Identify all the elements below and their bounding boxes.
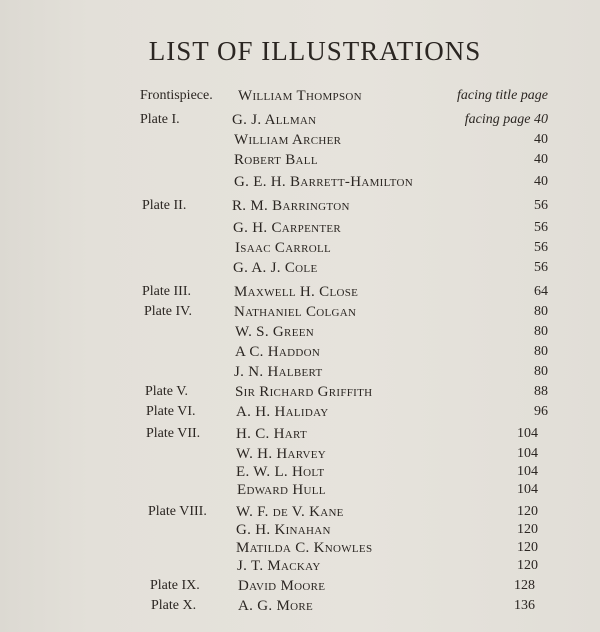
page-reference: 120 xyxy=(517,558,538,573)
list-item xyxy=(0,152,600,172)
page-reference: 120 xyxy=(517,504,538,519)
plate-label: Plate VII. xyxy=(146,426,201,441)
list-item xyxy=(0,364,600,384)
page-title: LIST OF ILLUSTRATIONS xyxy=(148,36,482,66)
person-name: J. T. Mackay xyxy=(237,558,321,574)
person-name: E. W. L. Holt xyxy=(236,464,325,480)
page-reference: 56 xyxy=(534,220,548,235)
plate-label: Frontispiece. xyxy=(140,88,213,103)
person-name: Sir Richard Griffith xyxy=(235,384,373,400)
page-reference: facing page 40 xyxy=(464,112,548,127)
person-name: H. C. Hart xyxy=(236,426,308,442)
person-name: G. H. Kinahan xyxy=(236,522,331,538)
list-item xyxy=(0,240,600,260)
person-name: William Thompson xyxy=(238,88,362,104)
page-reference: 40 xyxy=(534,174,548,189)
page-reference: 56 xyxy=(534,240,548,255)
plate-label: Plate IV. xyxy=(144,304,192,319)
person-name: W. H. Harvey xyxy=(236,446,327,462)
list-item xyxy=(0,522,600,542)
person-name: William Archer xyxy=(234,132,342,148)
page-reference: 104 xyxy=(517,426,538,441)
person-name: W. F. de V. Kane xyxy=(236,504,344,520)
page-reference: 40 xyxy=(534,152,548,167)
page-reference: 80 xyxy=(534,304,548,319)
page-reference: 56 xyxy=(534,260,548,275)
person-name: David Moore xyxy=(238,578,326,594)
plate-label: Plate II. xyxy=(142,198,187,213)
list-item xyxy=(0,426,600,446)
plate-label: Plate IX. xyxy=(150,578,200,593)
person-name: R. M. Barrington xyxy=(232,198,350,214)
list-item xyxy=(0,284,600,304)
plate-label: Plate III. xyxy=(142,284,191,299)
person-name: Maxwell H. Close xyxy=(234,284,359,300)
page-reference: 128 xyxy=(514,578,535,593)
page-reference: 120 xyxy=(517,522,538,537)
person-name: A. G. More xyxy=(238,598,314,614)
person-name: A C. Haddon xyxy=(235,344,321,360)
list-item xyxy=(0,112,600,132)
list-item xyxy=(0,446,600,466)
person-name: G. E. H. Barrett-Hamilton xyxy=(234,174,413,190)
page-reference: 136 xyxy=(514,598,535,613)
plate-label: Plate VIII. xyxy=(148,504,207,519)
plate-label: Plate VI. xyxy=(146,404,196,419)
person-name: G. A. J. Cole xyxy=(233,260,318,276)
list-item xyxy=(0,198,600,218)
page-reference: 64 xyxy=(534,284,548,299)
list-item xyxy=(0,174,600,194)
list-item xyxy=(0,504,600,524)
list-item xyxy=(0,482,600,502)
list-item xyxy=(0,558,600,578)
list-item xyxy=(0,304,600,324)
person-name: Isaac Carroll xyxy=(235,240,331,256)
person-name: A. H. Haliday xyxy=(236,404,329,420)
person-name: W. S. Green xyxy=(235,324,314,340)
list-item xyxy=(0,324,600,344)
list-item xyxy=(0,404,600,424)
page-reference: 88 xyxy=(534,384,548,399)
person-name: G. H. Carpenter xyxy=(233,220,342,236)
list-item xyxy=(0,88,600,108)
person-name: Robert Ball xyxy=(234,152,318,168)
page-reference: 80 xyxy=(534,324,548,339)
page-reference: 120 xyxy=(517,540,538,555)
page-reference: 56 xyxy=(534,198,548,213)
person-name: J. N. Halbert xyxy=(234,364,323,380)
page-reference: facing title page xyxy=(457,88,548,103)
list-item xyxy=(0,260,600,280)
page-reference: 104 xyxy=(517,482,538,497)
page-reference: 104 xyxy=(517,464,538,479)
person-name: Matilda C. Knowles xyxy=(236,540,373,556)
person-name: G. J. Allman xyxy=(232,112,317,128)
plate-label: Plate I. xyxy=(140,112,180,127)
list-item xyxy=(0,384,600,404)
plate-label: Plate X. xyxy=(151,598,197,613)
list-item xyxy=(0,132,600,152)
page-reference: 104 xyxy=(517,446,538,461)
page-reference: 80 xyxy=(534,364,548,379)
page-reference: 40 xyxy=(534,132,548,147)
list-item xyxy=(0,578,600,598)
plate-label: Plate V. xyxy=(145,384,189,399)
person-name: Edward Hull xyxy=(237,482,326,498)
person-name: Nathaniel Colgan xyxy=(234,304,357,320)
page-reference: 80 xyxy=(534,344,548,359)
list-item xyxy=(0,464,600,484)
list-item xyxy=(0,220,600,240)
list-item xyxy=(0,344,600,364)
list-item xyxy=(0,540,600,560)
list-item xyxy=(0,598,600,618)
page-reference: 96 xyxy=(534,404,548,419)
